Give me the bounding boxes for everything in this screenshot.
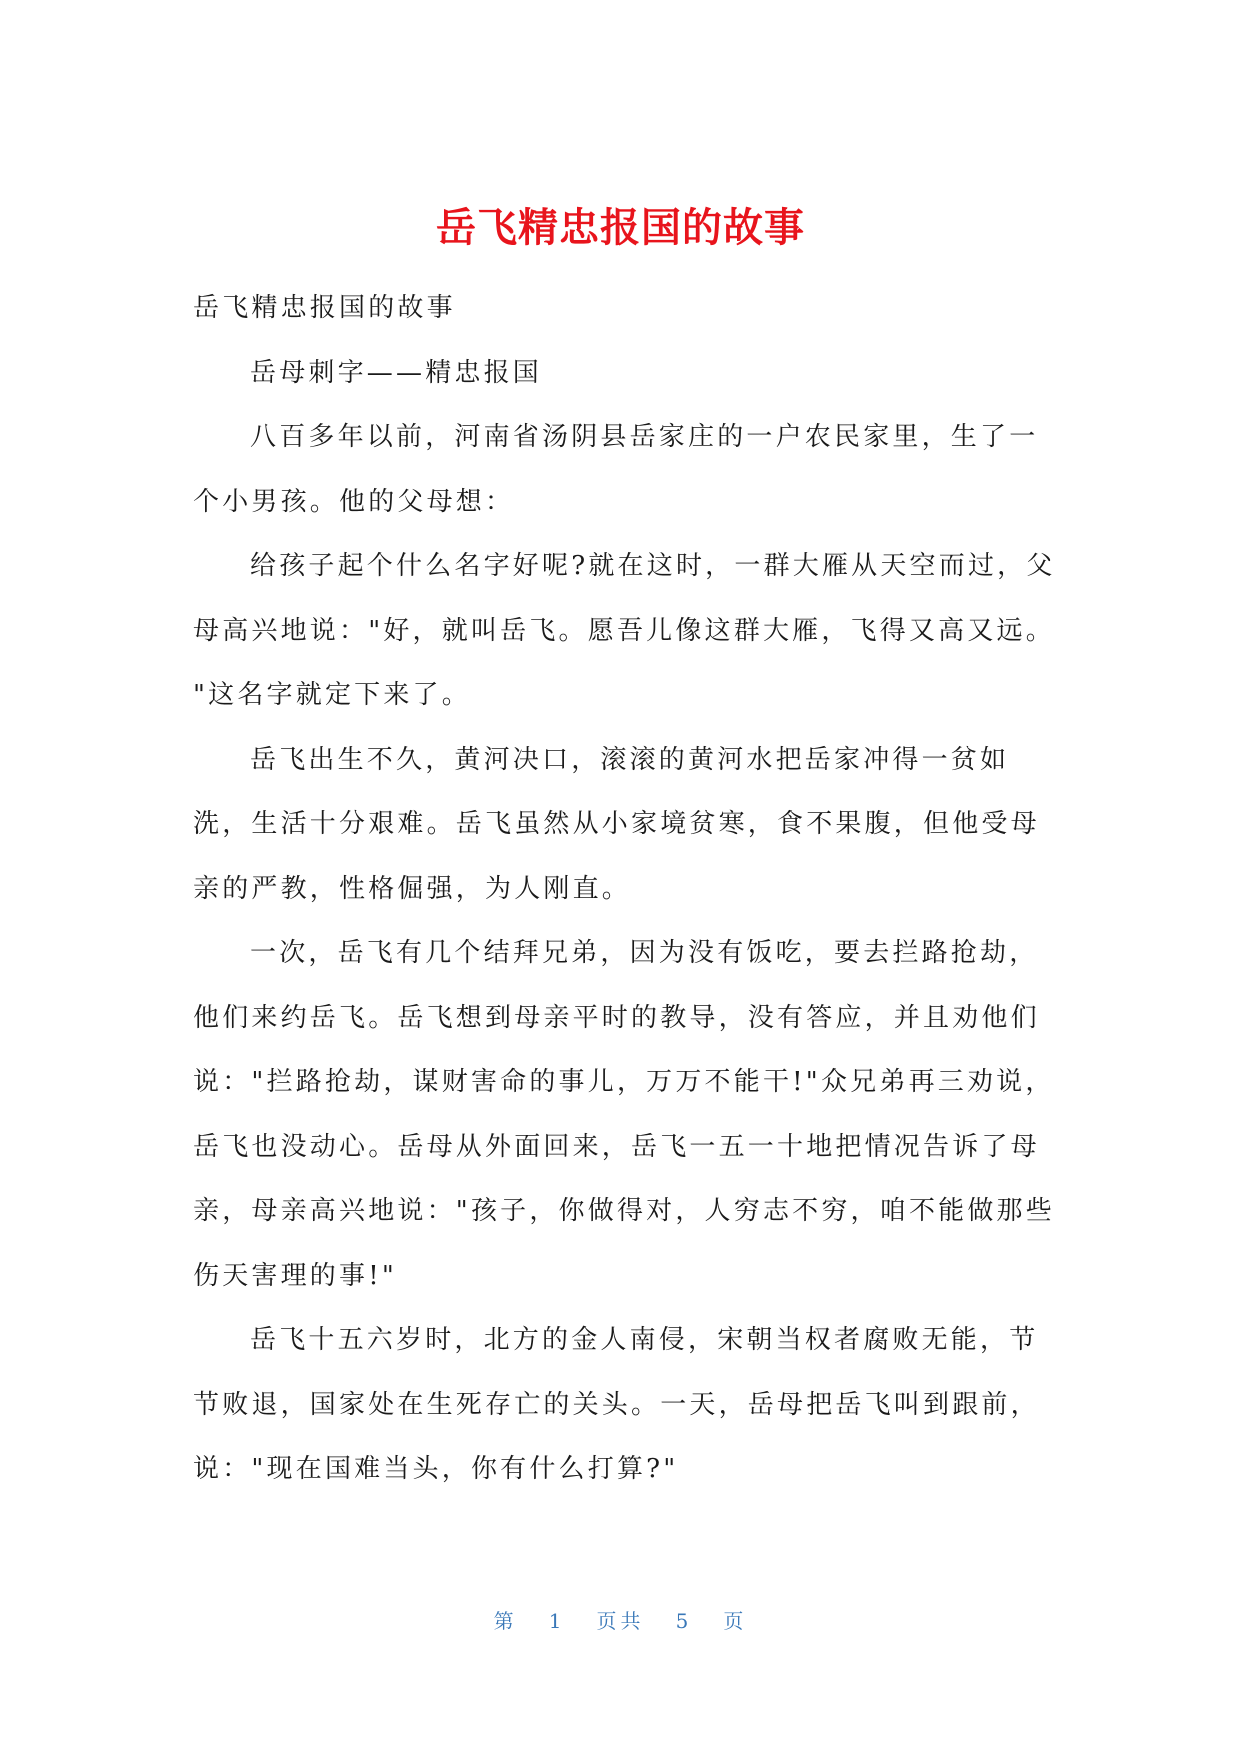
body-line: 个小男孩。他的父母想：	[193, 486, 515, 517]
document-body	[193, 288, 1056, 1514]
body-line: 亲的严教，性格倔强，为人刚直。	[193, 873, 632, 904]
document-title: 岳飞精忠报国的故事	[436, 205, 805, 251]
body-line: 岳飞出生不久，黄河决口，滚滚的黄河水把岳家冲得一贫如	[250, 744, 1010, 775]
body-line: 说："现在国难当头，你有什么打算?"	[193, 1454, 679, 1484]
body-line: 母高兴地说："好，就叫岳飞。愿吾儿像这群大雁，飞得又高又远。	[193, 615, 1055, 646]
body-line: 亲，母亲高兴地说："孩子，你做得对，人穷志不穷，咱不能做那些	[193, 1196, 1055, 1226]
footer-suffix: 页	[723, 1609, 748, 1633]
body-line: 岳飞也没动心。岳母从外面回来，岳飞一五一十地把情况告诉了母	[193, 1131, 1040, 1162]
footer-prefix: 第	[493, 1609, 518, 1633]
page-footer	[0, 1605, 1241, 1634]
body-line: 节败退，国家处在生死存亡的关头。一天，岳母把岳飞叫到跟前，	[193, 1389, 1040, 1420]
body-line: 伤天害理的事!"	[193, 1260, 398, 1291]
body-line: 给孩子起个什么名字好呢?就在这时，一群大雁从天空而过，父	[250, 551, 1056, 581]
body-line: 岳母刺字——精忠报国	[250, 357, 543, 388]
body-line: 一次，岳飞有几个结拜兄弟，因为没有饭吃，要去拦路抢劫，	[250, 938, 1039, 968]
body-line: 岳飞十五六岁时，北方的金人南侵，宋朝当权者腐败无能，节	[250, 1325, 1039, 1355]
footer-total-pages: 5	[675, 1609, 693, 1633]
body-line: 八百多年以前，河南省汤阴县岳家庄的一户农民家里，生了一	[250, 422, 1039, 452]
footer-middle: 页共	[596, 1609, 645, 1633]
footer-current-page: 1	[548, 1609, 566, 1633]
body-line: 洗，生活十分艰难。岳飞虽然从小家境贫寒，食不果腹，但他受母	[193, 809, 1040, 839]
body-line: 岳飞精忠报国的故事	[193, 293, 456, 323]
body-line: "这名字就定下来了。	[193, 680, 471, 710]
body-line: 他们来约岳飞。岳飞想到母亲平时的教导，没有答应，并且劝他们	[193, 1002, 1040, 1033]
body-line: 说："拦路抢劫，谋财害命的事儿，万万不能干!"众兄弟再三劝说，	[193, 1067, 1055, 1097]
